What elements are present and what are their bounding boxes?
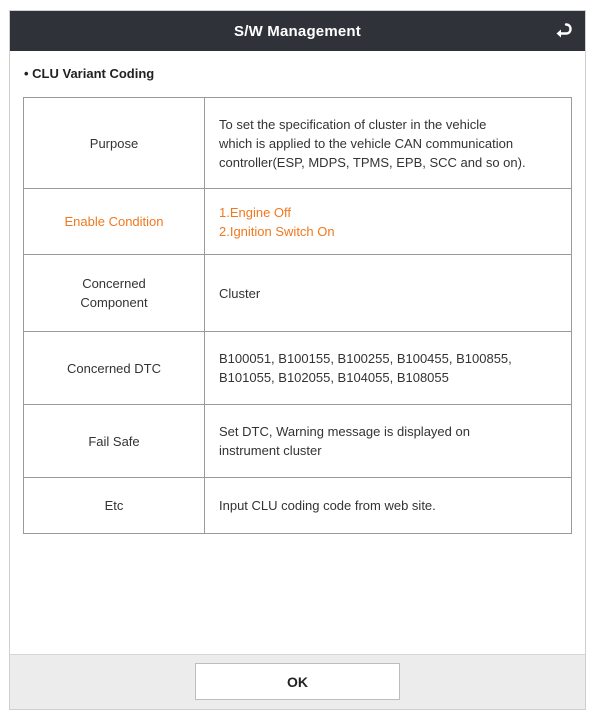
row-label: Concerned DTC xyxy=(24,332,205,405)
value-line: Input CLU coding code from web site. xyxy=(219,498,436,513)
row-value xyxy=(205,255,572,332)
section-heading: • CLU Variant Coding xyxy=(24,66,155,81)
table-row xyxy=(24,405,572,478)
row-value xyxy=(205,189,572,255)
row-label: Purpose xyxy=(24,98,205,189)
window-title: S/W Management xyxy=(234,22,361,40)
row-value xyxy=(205,405,572,478)
value-line: which is applied to the vehicle CAN communication xyxy=(219,135,514,151)
value-line: controller(ESP, MDPS, TPMS, EPB, SCC and so on). xyxy=(219,154,526,170)
table-row xyxy=(24,98,572,189)
sw-management-dialog xyxy=(9,10,586,710)
row-label: Enable Condition xyxy=(24,189,205,255)
back-button[interactable] xyxy=(551,19,575,43)
title-bar xyxy=(10,11,585,51)
value-line: Cluster xyxy=(219,285,261,301)
value-line: instrument cluster xyxy=(219,443,322,458)
row-value xyxy=(205,478,572,534)
row-value xyxy=(205,332,572,405)
label-line: Concerned xyxy=(82,276,146,291)
table-row xyxy=(24,332,572,405)
value-line: Set DTC, Warning message is displayed on xyxy=(219,424,470,439)
label-line: Component xyxy=(80,295,148,310)
value-line: B100051, B100155, B100255, B100455, B100855, xyxy=(219,351,512,366)
return-arrow-icon xyxy=(554,23,572,39)
table-row xyxy=(24,189,572,255)
value-line: 2.Ignition Switch On xyxy=(219,223,335,239)
row-label: Fail Safe xyxy=(24,405,205,478)
table-row xyxy=(24,255,572,332)
dialog-footer xyxy=(10,654,585,709)
row-value xyxy=(205,98,572,189)
spec-table xyxy=(23,97,572,534)
value-line: B101055, B102055, B104055, B108055 xyxy=(219,370,449,385)
value-line: To set the specification of cluster in the vehicle xyxy=(219,116,487,132)
ok-button[interactable]: OK xyxy=(195,663,400,700)
row-label: Etc xyxy=(24,478,205,534)
value-line: 1.Engine Off xyxy=(219,204,292,220)
row-label xyxy=(24,255,205,332)
table-row xyxy=(24,478,572,534)
